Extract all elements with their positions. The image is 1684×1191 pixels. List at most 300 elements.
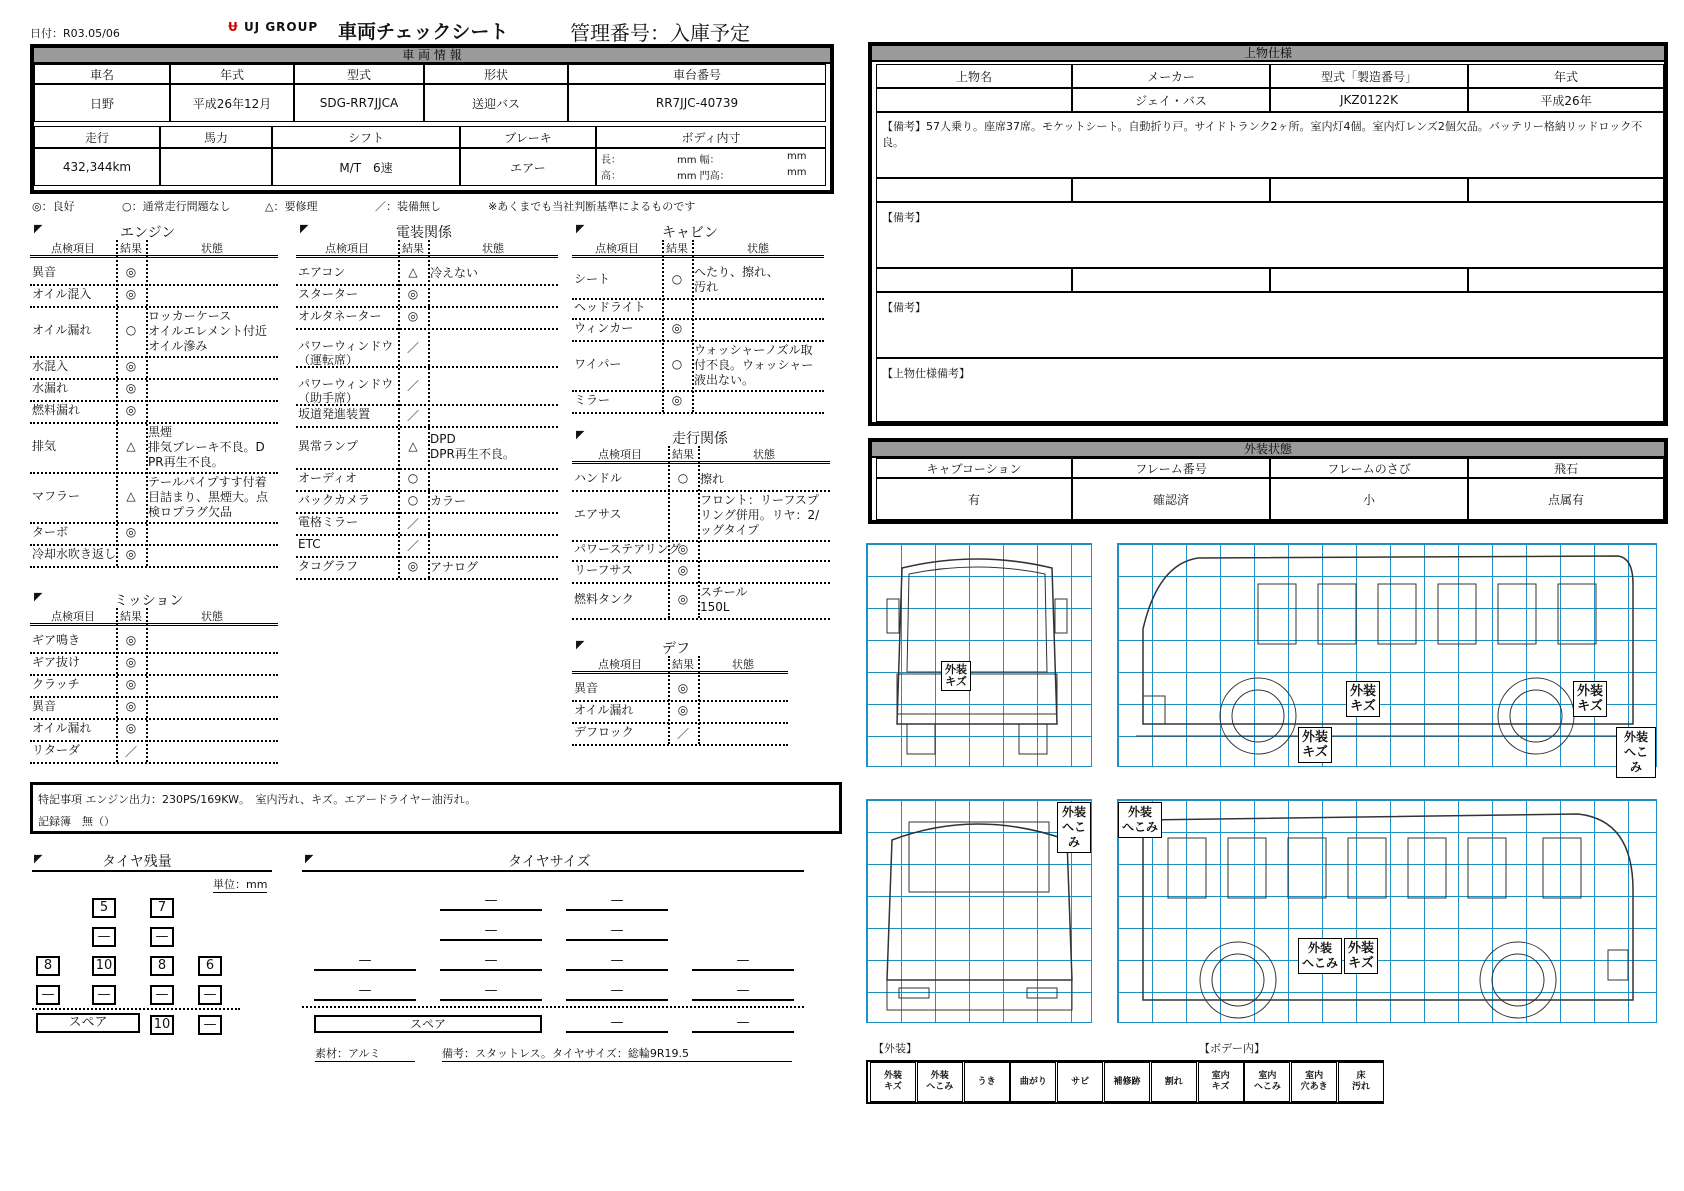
legend-none: ／：装備無し (375, 200, 441, 213)
engine-item: オイル混入 (32, 287, 92, 301)
electric-item: スターター (298, 287, 359, 301)
upper-extra-3[interactable] (1468, 178, 1664, 202)
running-condition: フロント：リーフスプ リング併用。リヤ：2/ ッグタイプ (700, 492, 820, 537)
electric-result[interactable]: ／ (406, 539, 419, 553)
engine-condition: ロッカーケース オイルエレメント付近 オイル滲み (148, 308, 268, 353)
col-result: 結果 (666, 242, 688, 255)
tire-spare-dash[interactable]: — (198, 1015, 222, 1035)
electric-item: パワーウィンドウ （運転席） (298, 339, 394, 367)
mark-legend-item[interactable]: 室内 へこみ (1244, 1062, 1290, 1102)
dimension-label: mm 幅： (677, 155, 720, 166)
bus-front-outline (867, 544, 1093, 768)
vehicle-header2-3: ブレーキ (460, 126, 596, 148)
notes-line2: 記録簿 無（） (38, 815, 115, 828)
tire-rear-inner-3[interactable]: — (198, 985, 222, 1005)
tire-front-left-2[interactable]: — (92, 927, 116, 947)
tire-size-field[interactable]: — (440, 893, 542, 911)
tire-size-field[interactable]: — (440, 983, 542, 1001)
row-rule (30, 740, 278, 742)
col-item: 点検項目 (51, 610, 95, 623)
electric-condition: 冷えない (430, 265, 479, 280)
mark-legend-item[interactable]: 外装 キズ (870, 1062, 916, 1102)
dimension-label: mm (787, 151, 807, 162)
vehicle-header2-4: ボディ内寸 (596, 126, 826, 148)
tire-rule (32, 1008, 240, 1010)
vehicle-value-3: 送迎バス (424, 84, 568, 122)
page-title: 車両チェックシート (338, 21, 509, 43)
mission-result[interactable]: ◎ (125, 633, 137, 647)
col-item: 点検項目 (598, 448, 642, 461)
front-view-diagram[interactable] (866, 543, 1092, 767)
special-notes (30, 782, 842, 834)
cabin-result[interactable]: ○ (671, 272, 683, 286)
date: 日付：R03.05/06 (30, 27, 120, 40)
mark-legend-item[interactable]: 外装 へこみ (917, 1062, 963, 1102)
section-marker: ◤ (34, 590, 43, 603)
cabin-condition: へたり、擦れ、 汚れ (694, 265, 779, 294)
cabin-item: ワイパー (574, 357, 622, 371)
tire-rear-inner-1[interactable]: — (92, 985, 116, 1005)
tire-note: 備考：スタットレス。タイヤサイズ：総輪9R19.5 (442, 1045, 792, 1062)
row-rule (572, 412, 824, 414)
col-condition: 状態 (201, 610, 223, 623)
tire-size-field[interactable]: — (566, 983, 668, 1001)
row-rule (30, 566, 278, 568)
tire-size-title: タイヤサイズ (508, 854, 591, 870)
logo: Ʉ UJ GROUP (228, 20, 319, 34)
engine-result[interactable]: ◎ (125, 265, 137, 279)
tire-size-field[interactable]: — (566, 893, 668, 911)
damage-tag-scratch: 外装 キズ (941, 661, 971, 691)
engine-item: 燃料漏れ (32, 403, 81, 417)
tire-rear-0[interactable]: 8 (36, 956, 60, 976)
mark-legend-item[interactable]: 床 汚れ (1338, 1062, 1384, 1102)
col-item: 点検項目 (598, 658, 642, 671)
diff-item: 異音 (574, 681, 599, 695)
vehicle-header2-0: 走行 (34, 126, 160, 148)
bus-right-side-outline (1118, 800, 1658, 1024)
cabin-result[interactable]: ◎ (671, 393, 683, 407)
section-marker: ◤ (576, 222, 585, 235)
tire-size-field[interactable]: — (314, 983, 416, 1001)
cabin-result[interactable]: ○ (671, 357, 683, 371)
electric-item: タコグラフ (298, 559, 359, 573)
running-condition: スチール 150L (700, 585, 748, 614)
row-rule (296, 404, 558, 406)
electric-item: エアコン (298, 265, 346, 279)
engine-item: 排気 (32, 439, 57, 453)
row-rule (30, 674, 278, 676)
upper-value-2[interactable]: JKZ0122K (1270, 88, 1468, 112)
tire-front-left[interactable]: 5 (92, 898, 116, 918)
tire-size-spare[interactable]: スペア (314, 1015, 542, 1033)
engine-condition: テールパイプすす付着 目詰まり、黒煙大。点 検ロプラグ欠品 (148, 474, 269, 519)
vehicle-header-0: 車名 (34, 64, 170, 84)
damage-tag-dent: 外装 へこみ (1057, 802, 1091, 853)
running-condition: 擦れ (700, 471, 725, 486)
row-rule (296, 426, 558, 428)
upper-note-2: 【備考】 (876, 202, 1664, 268)
exterior-header: 外装状態 (872, 442, 1664, 458)
vehicle-header-3: 形状 (424, 64, 568, 84)
header-rule (30, 255, 278, 258)
running-item: ハンドル (574, 471, 623, 485)
electric-item: 異常ランプ (298, 439, 359, 453)
engine-item: マフラー (32, 489, 81, 503)
vehicle-header2-2: シフト (272, 126, 460, 148)
diff-result[interactable]: ／ (676, 727, 689, 741)
legend-note: ※あくまでも当社判断基準によるものです (488, 200, 696, 213)
engine-result[interactable]: ◎ (125, 547, 137, 561)
cabin-title: キャビン (662, 225, 718, 241)
section-marker: ◤ (576, 428, 585, 441)
row-rule (296, 512, 558, 514)
col-divider (116, 608, 118, 762)
col-divider (428, 240, 430, 578)
exterior-value-3[interactable]: 点属有 (1468, 478, 1664, 520)
exterior-value-0[interactable]: 有 (876, 478, 1072, 520)
dimension-label: 高： (601, 171, 621, 182)
header-rule (572, 255, 824, 258)
electric-item: オーディオ (298, 471, 358, 485)
tire-size-field[interactable]: — (566, 923, 668, 941)
mission-title: ミッション (114, 593, 184, 609)
upper-extra-1[interactable] (1072, 178, 1270, 202)
row-rule (572, 700, 788, 702)
col-divider (698, 446, 700, 618)
engine-result[interactable]: ◎ (125, 381, 137, 395)
diff-item: デフロック (574, 725, 634, 739)
section-marker: ◤ (576, 638, 585, 651)
dimension-label: mm (787, 167, 807, 178)
tire-size-field[interactable]: — (566, 1015, 668, 1033)
mission-result[interactable]: ◎ (125, 699, 137, 713)
electric-item: バックカメラ (298, 493, 371, 507)
body-dimensions (596, 148, 826, 186)
col-item: 点検項目 (595, 242, 639, 255)
electric-item: オルタネーター (298, 309, 382, 323)
engine-condition: 黒煙 排気ブレーキ不良。D PR再生不良。 (148, 424, 265, 469)
electric-result[interactable]: ／ (406, 517, 419, 531)
row-rule (296, 328, 558, 330)
engine-item: オイル漏れ (32, 323, 92, 337)
upper-header-2: 型式「製造番号」 (1270, 64, 1468, 88)
cabin-item: シート (574, 272, 611, 286)
mission-result[interactable]: ／ (124, 745, 137, 759)
tire-size-field[interactable]: — (440, 923, 542, 941)
left-side-diagram[interactable] (1117, 543, 1657, 774)
tire-remaining-title: タイヤ残量 (102, 854, 172, 870)
upper-header-3: 年式 (1468, 64, 1664, 88)
legend-good: ◎：良好 (32, 200, 75, 213)
exterior-header-3: 飛石 (1468, 458, 1664, 478)
tire-size-field[interactable]: — (314, 953, 416, 971)
row-rule (296, 578, 558, 580)
tire-size-field[interactable]: — (692, 953, 794, 971)
diff-result[interactable]: ◎ (677, 681, 689, 695)
row-rule (30, 696, 278, 698)
row-rule (296, 556, 558, 558)
electric-item: パワーウィンドウ （助手席） (298, 377, 394, 405)
management-number: 管理番号：入庫予定 (570, 21, 750, 45)
engine-result[interactable]: △ (126, 439, 136, 453)
tire-front-right[interactable]: 7 (150, 898, 174, 918)
running-result[interactable]: ○ (677, 471, 689, 485)
running-item: リーフサス (574, 563, 633, 577)
tire-rear-inner-2[interactable]: — (150, 985, 174, 1005)
electric-result[interactable]: △ (408, 439, 418, 453)
electric-condition: カラー (430, 493, 467, 508)
bus-left-side-outline (1118, 544, 1658, 768)
upper-spec-header: 上物仕様 (872, 46, 1664, 62)
mission-item: オイル漏れ (32, 721, 92, 735)
upper-header-1: メーカー (1072, 64, 1270, 88)
tire-rear-3[interactable]: 6 (198, 956, 222, 976)
section-marker: ◤ (34, 222, 43, 235)
cabin-result[interactable]: ◎ (671, 321, 683, 335)
vehicle-header-2: 型式 (294, 64, 424, 84)
tire-size-field[interactable]: — (566, 953, 668, 971)
row-rule (572, 560, 830, 562)
row-rule (572, 744, 788, 746)
damage-tag-scratch: 外装 キズ (1298, 727, 1332, 763)
electric-result[interactable]: ◎ (407, 287, 419, 301)
vehicle-value-0: 日野 (34, 84, 170, 122)
header-rule (572, 461, 830, 464)
row-rule (572, 722, 788, 724)
tire-front-right-2[interactable]: — (150, 927, 174, 947)
upper-note-1: 【備考】57人乗り。座席37席。モケットシート。自動折り戸。サイドトランク2ヶ所。室内灯4個。室内灯レンズ2個欠品。バッテリー格納リッドロック不良。 (876, 112, 1664, 178)
row-rule (30, 522, 278, 524)
col-divider (116, 240, 118, 566)
cabin-item: ウィンカー (574, 321, 634, 335)
col-divider (398, 240, 400, 578)
vehicle-value2-2: M/T 6速 (272, 148, 460, 186)
row-rule (296, 534, 558, 536)
exterior-header-2: フレームのさび (1270, 458, 1468, 478)
dimension-label: 長： (601, 155, 621, 166)
col-divider (662, 240, 664, 412)
running-result[interactable]: ◎ (677, 563, 689, 577)
damage-tag-scratch: 外装 キズ (1344, 938, 1378, 974)
col-result: 結果 (672, 658, 694, 671)
upper-extra2-3[interactable] (1468, 268, 1664, 292)
row-rule (572, 618, 830, 620)
col-divider (698, 656, 700, 744)
right-side-diagram[interactable] (1117, 799, 1657, 1023)
mark-legend-item[interactable]: うき (964, 1062, 1010, 1102)
exterior-header-0: キャブコーション (876, 458, 1072, 478)
legend-body-label: 【ボデー内】 (1199, 1042, 1265, 1055)
row-rule (296, 468, 558, 470)
notes-line1: 特記事項 エンジン出力：230PS/169KW。 室内汚れ、キズ。エアードライヤー油汚れ。 (38, 793, 477, 806)
col-result: 結果 (672, 448, 694, 461)
logo-mark: Ʉ (228, 20, 239, 34)
damage-tag-dent: 外装 へこみ (1118, 802, 1162, 838)
row-rule (572, 318, 824, 320)
vehicle-header2-1: 馬力 (160, 126, 272, 148)
mark-legend-item[interactable]: 割れ (1151, 1062, 1197, 1102)
engine-result[interactable]: ○ (125, 323, 137, 337)
mission-item: リターダ (32, 743, 81, 757)
upper-extra2-0[interactable] (876, 268, 1072, 292)
vehicle-value-4: RR7JJC-40739 (568, 84, 826, 122)
engine-item: 異音 (32, 265, 57, 279)
vehicle-value-1: 平成26年12月 (170, 84, 294, 122)
row-rule (30, 400, 278, 402)
tire-spare-label[interactable]: スペア (36, 1013, 140, 1033)
mark-legend-item[interactable]: 曲がり (1010, 1062, 1056, 1102)
electric-result[interactable]: ○ (407, 471, 419, 485)
mark-legend-item[interactable]: サビ (1057, 1062, 1103, 1102)
col-result: 結果 (120, 242, 142, 255)
upper-extra2-1[interactable] (1072, 268, 1270, 292)
tire-rear-inner-0[interactable]: — (36, 985, 60, 1005)
tire-size-field[interactable]: — (440, 953, 542, 971)
tire-rear-1[interactable]: 10 (92, 956, 116, 976)
col-divider (692, 240, 694, 412)
col-result: 結果 (402, 242, 424, 255)
electric-result[interactable]: ○ (407, 493, 419, 507)
mark-legend-item[interactable]: 室内 穴あき (1291, 1062, 1337, 1102)
engine-item: ターボ (32, 525, 69, 539)
row-rule (572, 390, 824, 392)
mission-item: ギア鳴き (32, 633, 81, 647)
diff-title: デフ (662, 641, 690, 657)
col-item: 点検項目 (325, 242, 369, 255)
row-rule (30, 652, 278, 654)
row-rule (296, 490, 558, 492)
tiresize-rule (302, 1006, 804, 1008)
electric-result[interactable]: ／ (406, 409, 419, 423)
vehicle-value-2: SDG-RR7JJCA (294, 84, 424, 122)
rear-view-diagram[interactable] (866, 799, 1092, 1023)
vehicle-value2-3: エアー (460, 148, 596, 186)
col-divider (668, 446, 670, 618)
electric-condition: DPD DPR再生不良。 (430, 432, 515, 461)
engine-result[interactable]: △ (126, 489, 136, 503)
legend-ok: ○：通常走行問題なし (122, 200, 231, 213)
mission-result[interactable]: ◎ (125, 655, 137, 669)
engine-result[interactable]: ◎ (125, 359, 137, 373)
electric-result[interactable]: ◎ (407, 559, 419, 573)
electric-condition: アナログ (430, 559, 479, 574)
tire-size-field[interactable]: — (692, 1015, 794, 1033)
col-divider (146, 240, 148, 566)
col-divider (146, 608, 148, 762)
col-condition: 状態 (753, 448, 775, 461)
running-result[interactable]: ◎ (677, 542, 689, 556)
col-divider (668, 656, 670, 744)
mission-item: ギア抜け (32, 655, 81, 669)
engine-item: 水混入 (32, 359, 69, 373)
electric-result[interactable]: ◎ (407, 309, 419, 323)
row-rule (30, 378, 278, 380)
running-result[interactable]: ◎ (677, 592, 689, 606)
vehicle-value2-0: 432,344km (34, 148, 160, 186)
upper-extra2-2[interactable] (1270, 268, 1468, 292)
diff-result[interactable]: ◎ (677, 703, 689, 717)
cabin-item: ヘッドライト (574, 300, 646, 314)
mark-legend-item[interactable]: 補修跡 (1104, 1062, 1150, 1102)
mission-result[interactable]: ◎ (125, 721, 137, 735)
engine-result[interactable]: ◎ (125, 525, 137, 539)
upper-value-1[interactable]: ジェイ・バス (1072, 88, 1270, 112)
upper-value-3[interactable]: 平成26年 (1468, 88, 1664, 112)
col-result: 結果 (120, 610, 142, 623)
header-rule (30, 623, 278, 626)
cabin-condition: ウォッシャーノズル取 付不良。ウォッシャー 液出ない。 (694, 342, 814, 387)
electric-item: ETC (298, 537, 321, 551)
header-rule (296, 255, 558, 258)
row-rule (296, 366, 558, 368)
running-title: 走行関係 (672, 431, 728, 447)
upper-note-4: 【上物仕様備考】 (876, 358, 1664, 422)
header-rule (572, 671, 788, 674)
electric-item: 坂道発進装置 (298, 407, 371, 421)
section-marker: ◤ (300, 222, 309, 235)
engine-item: 水漏れ (32, 381, 69, 395)
tire-material: 素材：アルミ (315, 1045, 415, 1062)
engine-item: 冷却水吹き返し (32, 547, 117, 561)
upper-header-0: 上物名 (876, 64, 1072, 88)
exterior-header-1: フレーム番号 (1072, 458, 1270, 478)
electric-result[interactable]: △ (408, 265, 418, 279)
vehicle-header-4: 車台番号 (568, 64, 826, 84)
tire-size-field[interactable]: — (692, 983, 794, 1001)
diff-item: オイル漏れ (574, 703, 634, 717)
exterior-value-2[interactable]: 小 (1270, 478, 1468, 520)
mission-item: クラッチ (32, 677, 80, 691)
upper-extra-2[interactable] (1270, 178, 1468, 202)
row-rule (572, 582, 830, 584)
tire-spare-value[interactable]: 10 (150, 1015, 174, 1035)
engine-title: エンジン (120, 225, 176, 241)
col-condition: 状態 (482, 242, 504, 255)
mission-result[interactable]: ◎ (125, 677, 137, 691)
mark-legend-item[interactable]: 室内 キズ (1198, 1062, 1244, 1102)
upper-value-0[interactable] (876, 88, 1072, 112)
legend-outer-label: 【外装】 (873, 1042, 917, 1055)
vehicle-info-header: 車 両 情 報 (34, 48, 830, 64)
electric-item: 電格ミラー (298, 515, 359, 529)
engine-result[interactable]: ◎ (125, 287, 137, 301)
col-item: 点検項目 (51, 242, 95, 255)
electric-result[interactable]: ／ (406, 379, 419, 393)
legend-repair: △：要修理 (265, 200, 318, 213)
exterior-value-1[interactable]: 確認済 (1072, 478, 1270, 520)
row-rule (30, 544, 278, 546)
row-rule (30, 356, 278, 358)
running-item: パワーステアリング (574, 542, 681, 556)
col-condition: 状態 (747, 242, 769, 255)
tire-rear-2[interactable]: 8 (150, 956, 174, 976)
cabin-item: ミラー (574, 393, 611, 407)
mission-item: 異音 (32, 699, 57, 713)
electric-result[interactable]: ／ (406, 341, 419, 355)
engine-result[interactable]: ◎ (125, 403, 137, 417)
row-rule (30, 718, 278, 720)
damage-tag-scratch: 外装 キズ (1346, 681, 1380, 717)
row-rule (30, 762, 278, 764)
electric-title: 電装関係 (396, 225, 452, 241)
col-condition: 状態 (732, 658, 754, 671)
damage-tag-scratch: 外装 キズ (1573, 681, 1607, 717)
damage-tag-dent: 外装 へこみ (1298, 938, 1342, 974)
dimension-label: mm 門高： (677, 171, 730, 182)
upper-extra-0[interactable] (876, 178, 1072, 202)
running-item: 燃料タンク (574, 592, 634, 606)
